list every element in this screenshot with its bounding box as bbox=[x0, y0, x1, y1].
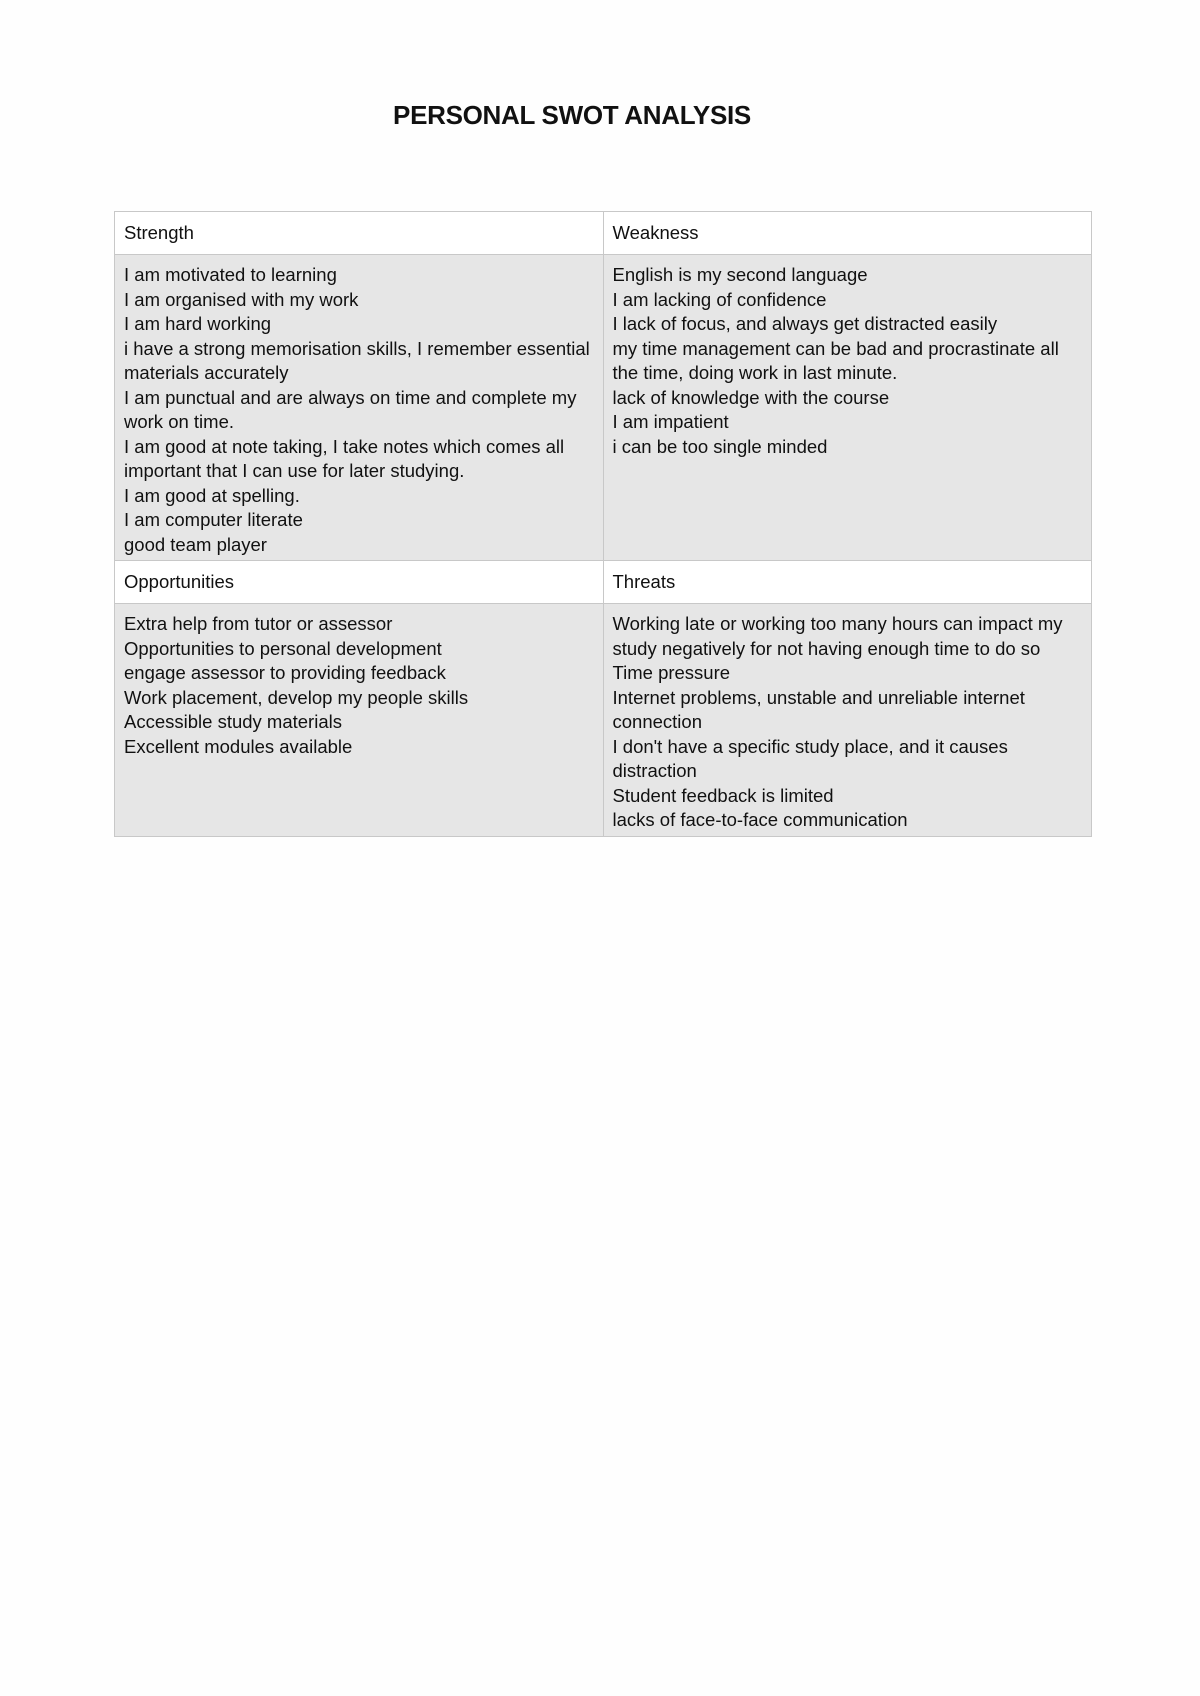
list-item: Accessible study materials bbox=[124, 711, 342, 732]
page-title: PERSONAL SWOT ANALYSIS bbox=[393, 100, 751, 130]
strength-header: Strength bbox=[115, 212, 604, 255]
strength-cell bbox=[115, 255, 604, 561]
list-item: i have a strong memorisation skills, I remember essential materials accurately bbox=[124, 337, 590, 383]
threats-list bbox=[613, 612, 1084, 833]
opportunities-cell bbox=[115, 604, 604, 837]
swot-body-row bbox=[115, 255, 1092, 561]
list-item: I am motivated to learning bbox=[124, 264, 337, 285]
swot-table bbox=[114, 211, 1092, 837]
list-item: my time management can be bad and procrastinate all the time, doing work in last minute. bbox=[612, 337, 1059, 383]
weakness-header: Weakness bbox=[603, 212, 1092, 255]
strength-list bbox=[124, 263, 595, 557]
weakness-list bbox=[613, 263, 1084, 459]
list-item: I am good at spelling. bbox=[124, 484, 300, 506]
list-item: I am organised with my work bbox=[124, 288, 359, 310]
list-item: lack of knowledge with the course bbox=[612, 386, 890, 408]
list-item: Work placement, develop my people skills bbox=[124, 686, 469, 708]
list-item: good team player bbox=[124, 533, 267, 555]
list-item: Opportunities to personal development bbox=[124, 637, 442, 659]
list-item: I am hard working bbox=[124, 313, 272, 334]
list-item: I am computer literate bbox=[124, 509, 303, 530]
list-item: Internet problems, unstable and unreliable internet connection bbox=[612, 686, 1025, 732]
list-item: i can be too single minded bbox=[612, 435, 828, 457]
opportunities-header: Opportunities bbox=[115, 561, 604, 604]
list-item: English is my second language bbox=[612, 264, 868, 285]
list-item: I am lacking of confidence bbox=[612, 288, 827, 310]
list-item: engage assessor to providing feedback bbox=[124, 662, 446, 683]
threats-cell bbox=[603, 604, 1092, 837]
list-item: I am good at note taking, I take notes which comes all important that I can use for later studying. bbox=[124, 435, 565, 481]
list-item: I am impatient bbox=[612, 411, 729, 432]
swot-body-row bbox=[115, 604, 1092, 837]
swot-header-row bbox=[115, 561, 1092, 604]
list-item: Extra help from tutor or assessor bbox=[124, 613, 393, 634]
list-item: lacks of face-to-face communication bbox=[612, 809, 908, 830]
list-item: I lack of focus, and always get distracted easily bbox=[612, 313, 998, 334]
list-item: I am punctual and are always on time and complete my work on time. bbox=[124, 386, 577, 432]
list-item: I don't have a specific study place, and it causes distraction bbox=[612, 735, 1008, 781]
opportunities-list bbox=[124, 612, 595, 759]
list-item: Time pressure bbox=[612, 662, 731, 683]
weakness-cell bbox=[603, 255, 1092, 561]
swot-header-row bbox=[115, 212, 1092, 255]
list-item: Student feedback is limited bbox=[612, 784, 834, 806]
threats-header: Threats bbox=[603, 561, 1092, 604]
list-item: Excellent modules available bbox=[124, 735, 353, 757]
list-item: Working late or working too many hours can impact my study negatively for not having enough time to do so bbox=[612, 613, 1063, 659]
